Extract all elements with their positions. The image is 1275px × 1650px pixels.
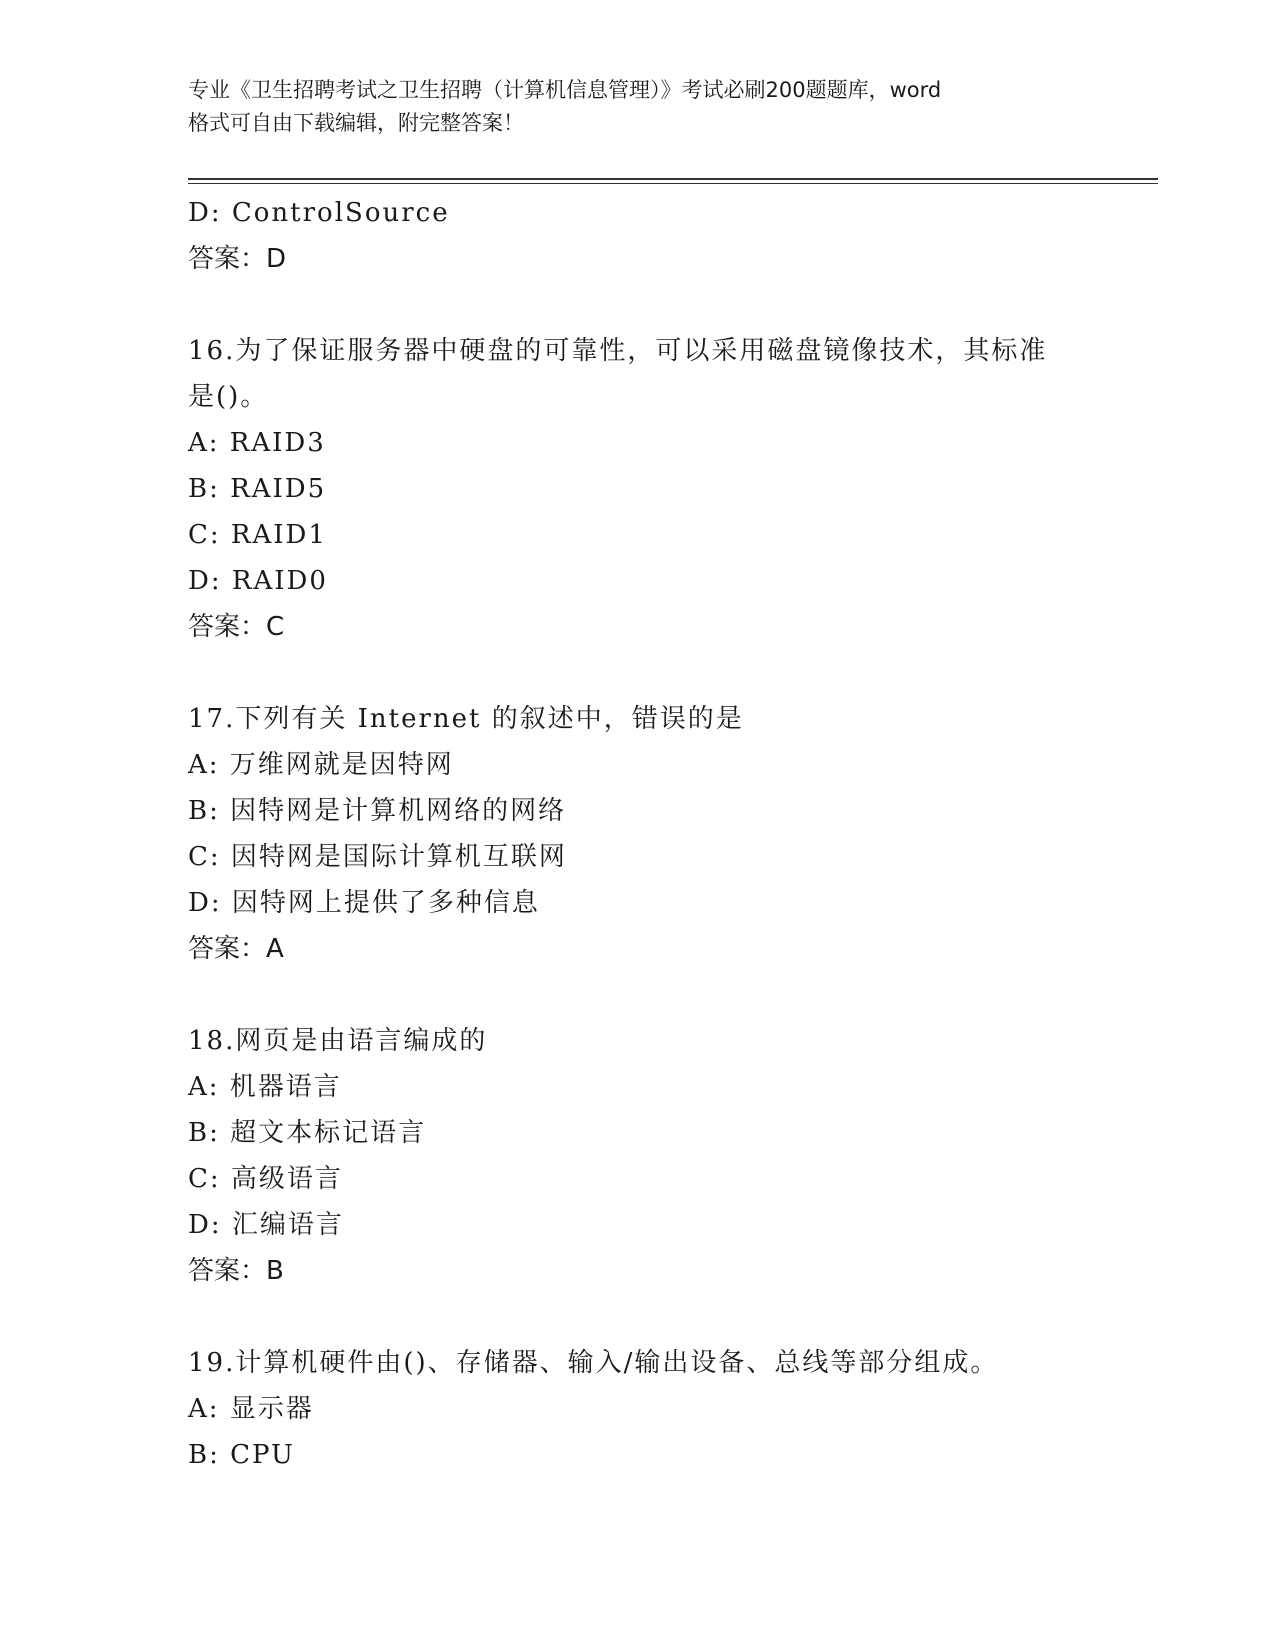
option-a: A: RAID3 bbox=[188, 428, 326, 458]
spacer bbox=[188, 282, 1088, 328]
question-stem: 19.计算机硬件由()、存储器、输入/输出设备、总线等部分组成。 bbox=[188, 1348, 999, 1378]
spacer bbox=[188, 972, 1088, 1018]
answer: 答案：C bbox=[188, 612, 285, 642]
header-title-line-2: 格式可自由下载编辑，附完整答案！ bbox=[188, 111, 524, 135]
option-a: A: 机器语言 bbox=[188, 1072, 342, 1102]
question-stem: 17.下列有关 Internet 的叙述中，错误的是 bbox=[188, 704, 744, 734]
question-16 bbox=[188, 328, 1088, 650]
header-divider-thick bbox=[188, 178, 1158, 180]
question-19 bbox=[188, 1340, 1088, 1478]
option-b: B: 超文本标记语言 bbox=[188, 1118, 427, 1148]
question-stem: 16.为了保证服务器中硬盘的可靠性，可以采用磁盘镜像技术，其标准 bbox=[188, 336, 1048, 366]
option-c: C: 高级语言 bbox=[188, 1164, 343, 1194]
option-d: D: 汇编语言 bbox=[188, 1210, 344, 1240]
option-a: A: 显示器 bbox=[188, 1394, 314, 1424]
question-17 bbox=[188, 696, 1088, 972]
header-title-line-1: 专业《卫生招聘考试之卫生招聘（计算机信息管理）》考试必刷200题题库，word bbox=[188, 78, 942, 102]
option-a: A: 万维网就是因特网 bbox=[188, 750, 454, 780]
option-b: B: 因特网是计算机网络的网络 bbox=[188, 796, 567, 826]
spacer bbox=[188, 1294, 1088, 1340]
question-15-tail bbox=[188, 190, 1088, 282]
option-b: B: RAID5 bbox=[188, 474, 327, 504]
option-c: C: 因特网是国际计算机互联网 bbox=[188, 842, 567, 872]
question-stem: 18.网页是由语言编成的 bbox=[188, 1026, 488, 1056]
option-b: B: CPU bbox=[188, 1440, 295, 1470]
question-18 bbox=[188, 1018, 1088, 1294]
spacer bbox=[188, 650, 1088, 696]
option-d: D: 因特网上提供了多种信息 bbox=[188, 888, 540, 918]
answer: 答案：B bbox=[188, 1256, 284, 1286]
answer: 答案：D bbox=[188, 244, 287, 274]
option-d: D: RAID0 bbox=[188, 566, 328, 596]
answer: 答案：A bbox=[188, 934, 284, 964]
header-divider-thin bbox=[188, 183, 1158, 184]
option-c: C: RAID1 bbox=[188, 520, 327, 550]
page-header bbox=[188, 74, 1088, 140]
option-d: D: ControlSource bbox=[188, 198, 450, 228]
question-list bbox=[188, 190, 1088, 1478]
question-stem-continued: 是()。 bbox=[188, 382, 269, 412]
